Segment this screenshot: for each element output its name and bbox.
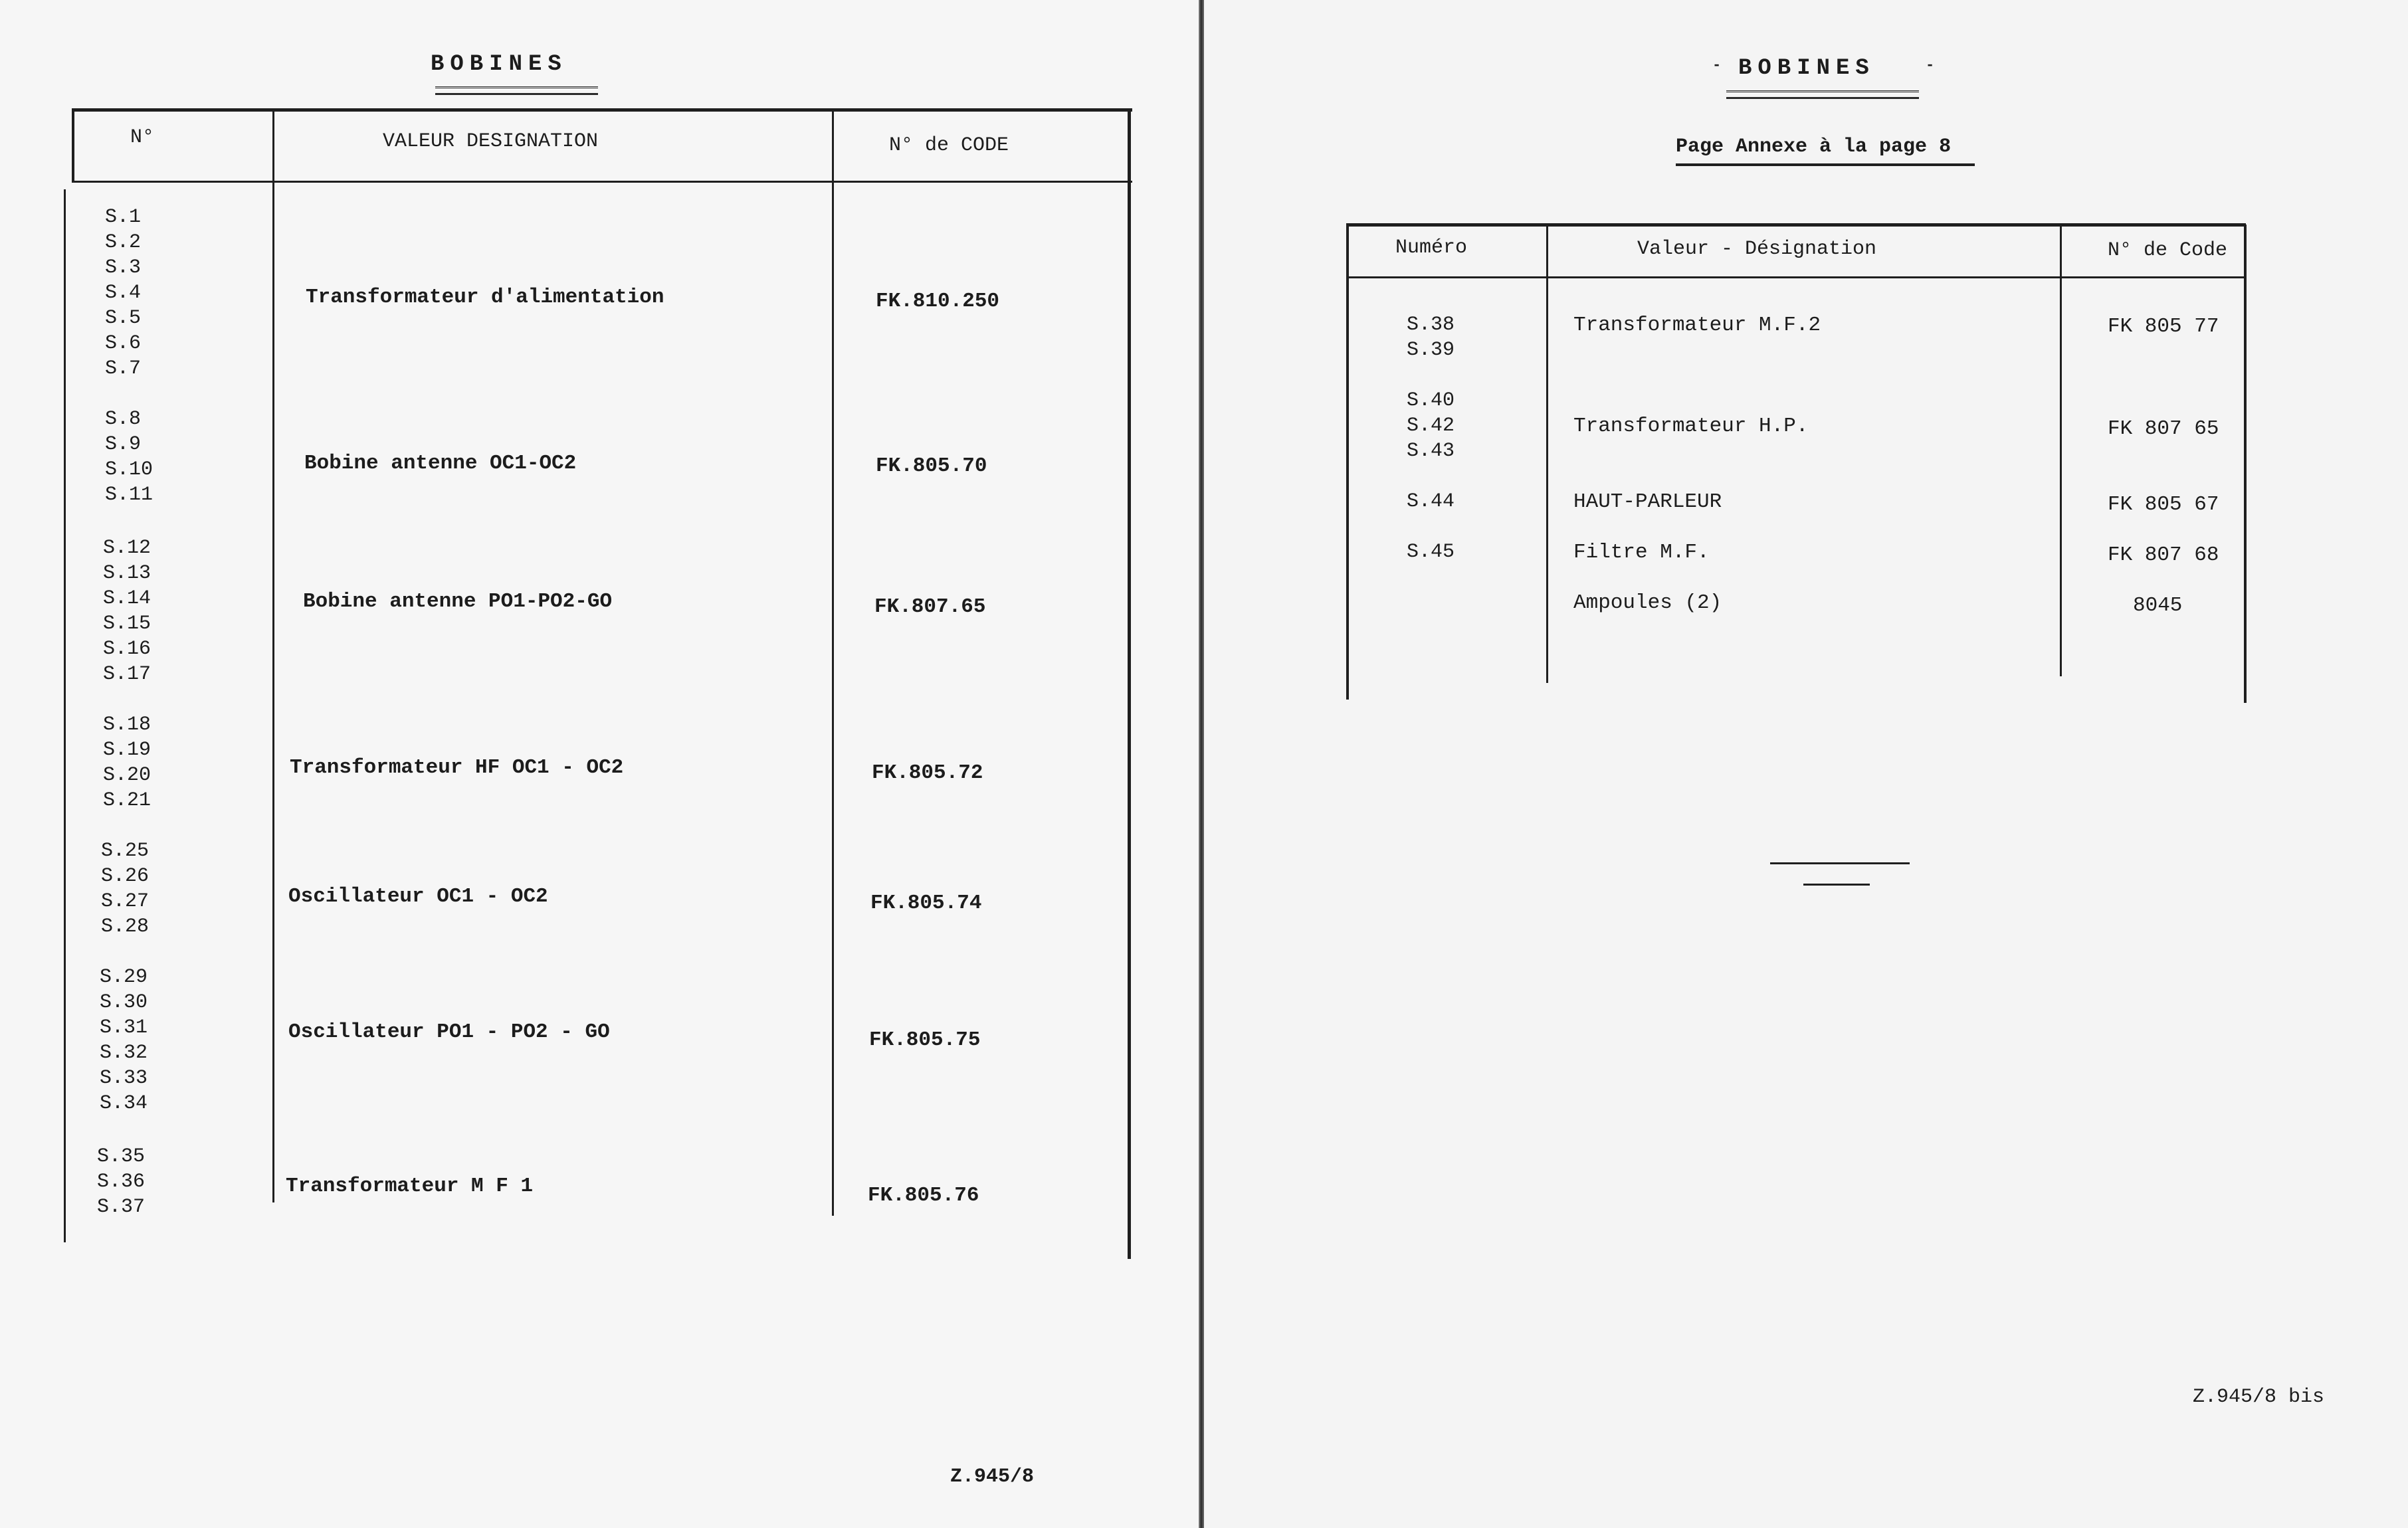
right-header-bottom-border — [1346, 276, 2246, 278]
left-col-divider-2 — [832, 110, 834, 1216]
left-title-underline — [435, 86, 598, 95]
row-number: S.5 — [105, 307, 142, 330]
row-designation: Transformateur HF OC1 - OC2 — [290, 756, 624, 779]
row-number: S.42 — [1407, 415, 1455, 437]
left-footer-reference: Z.945/8 — [950, 1466, 1035, 1488]
row-designation: Transformateur M.F.2 — [1573, 314, 1821, 337]
row-number: S.25 — [101, 840, 150, 862]
table-row — [1407, 489, 1455, 514]
row-code: FK 805 77 — [2108, 315, 2219, 338]
row-designation: Bobine antenne OC1-OC2 — [304, 452, 577, 475]
right-page — [1204, 0, 2408, 1528]
end-rule-long — [1770, 862, 1910, 864]
row-number: S.33 — [100, 1067, 148, 1090]
left-col-divider-1 — [272, 110, 274, 1202]
row-code: FK.807.65 — [874, 595, 986, 619]
row-number: S.26 — [101, 865, 150, 888]
right-header-number: Numéro — [1395, 237, 1468, 259]
row-designation: Bobine antenne PO1-PO2-GO — [303, 590, 613, 613]
row-number: S.11 — [105, 484, 153, 506]
page-fold — [1199, 0, 1204, 1528]
right-title-underline — [1726, 90, 1919, 99]
table-row — [105, 407, 153, 508]
row-designation: Transformateur H.P. — [1573, 415, 1809, 438]
title-dash-right: - — [1926, 57, 1935, 74]
left-table-left-border — [72, 110, 74, 183]
left-table-right-border — [1128, 110, 1131, 1259]
row-number: S.8 — [105, 408, 142, 430]
left-table-top-border — [72, 108, 1132, 112]
row-number: S.36 — [97, 1171, 146, 1193]
row-number: S.6 — [105, 332, 142, 355]
row-number: S.37 — [97, 1196, 146, 1218]
row-number: S.29 — [100, 966, 148, 989]
left-outer-left-edge — [64, 189, 66, 1242]
row-number: S.38 — [1407, 314, 1455, 336]
right-footer-reference: Z.945/8 bis — [2193, 1386, 2325, 1408]
row-number: S.7 — [105, 357, 142, 380]
row-number: S.15 — [103, 613, 151, 635]
row-designation: HAUT-PARLEUR — [1573, 490, 1722, 514]
row-code: FK.810.250 — [876, 290, 1000, 313]
row-number: S.40 — [1407, 389, 1455, 412]
row-designation: Transformateur d'alimentation — [306, 286, 664, 309]
right-table-right-border — [2244, 225, 2247, 703]
row-number: S.43 — [1407, 440, 1455, 462]
row-number: S.39 — [1407, 339, 1455, 361]
row-number: S.31 — [100, 1016, 148, 1039]
row-code: FK.805.70 — [876, 454, 987, 478]
left-header-bottom-border — [72, 181, 1132, 183]
row-number: S.27 — [101, 890, 150, 913]
left-page — [0, 0, 1199, 1528]
row-number: S.21 — [103, 789, 151, 812]
table-row — [105, 205, 141, 381]
table-row — [103, 712, 151, 813]
left-title: BOBINES — [431, 52, 567, 77]
right-title: BOBINES — [1738, 56, 1875, 81]
table-row — [103, 535, 151, 687]
row-code: FK 805 67 — [2108, 493, 2219, 516]
row-code: FK.805.75 — [869, 1028, 981, 1052]
left-header-code: N° de CODE — [889, 134, 1009, 157]
row-designation: Transformateur M F 1 — [286, 1175, 534, 1198]
row-code: 8045 — [2133, 594, 2183, 617]
left-header-number: N° — [130, 126, 155, 149]
table-row — [100, 965, 148, 1116]
row-number: S.3 — [105, 256, 142, 279]
row-number: S.19 — [103, 739, 151, 761]
row-designation: Oscillateur OC1 - OC2 — [288, 885, 548, 908]
row-number: S.34 — [100, 1092, 148, 1115]
row-number: S.44 — [1407, 490, 1455, 513]
row-number: S.17 — [103, 663, 151, 686]
right-header-designation: Valeur - Désignation — [1637, 238, 1877, 260]
table-row — [1407, 539, 1455, 565]
row-number: S.10 — [105, 458, 153, 481]
right-subtitle: Page Annexe à la page 8 — [1676, 136, 1952, 158]
row-number: S.20 — [103, 764, 151, 787]
row-number: S.45 — [1407, 541, 1455, 563]
row-number: S.32 — [100, 1042, 148, 1064]
end-rule-short — [1803, 884, 1870, 886]
left-header-designation: VALEUR DESIGNATION — [383, 130, 599, 153]
row-code: FK.805.76 — [868, 1184, 979, 1207]
table-row — [1407, 312, 1455, 363]
row-number: S.16 — [103, 638, 151, 660]
table-row — [1407, 388, 1455, 464]
row-number: S.2 — [105, 231, 142, 254]
row-code: FK.805.74 — [870, 892, 982, 915]
row-designation: Filtre M.F. — [1573, 541, 1710, 564]
row-number: S.30 — [100, 991, 148, 1014]
title-dash-left: - — [1712, 57, 1722, 74]
subtitle-underline — [1676, 163, 1975, 166]
table-row — [101, 838, 149, 939]
row-number: S.14 — [103, 587, 151, 610]
row-designation: Oscillateur PO1 - PO2 - GO — [288, 1020, 610, 1044]
row-number: S.1 — [105, 206, 142, 229]
row-number: S.4 — [105, 282, 142, 304]
row-code: FK 807 65 — [2108, 417, 2219, 440]
row-number: S.28 — [101, 915, 150, 938]
row-number: S.18 — [103, 714, 151, 736]
right-header-code: N° de Code — [2108, 239, 2228, 262]
row-number: S.35 — [97, 1145, 146, 1168]
right-table-left-border — [1346, 225, 1349, 700]
row-number: S.13 — [103, 562, 151, 585]
row-designation: Ampoules (2) — [1573, 591, 1722, 615]
right-col-divider-1 — [1546, 225, 1548, 683]
table-row — [97, 1144, 145, 1220]
row-code: FK 807 68 — [2108, 543, 2219, 567]
row-number: S.12 — [103, 537, 151, 559]
right-col-divider-2 — [2060, 225, 2062, 676]
row-code: FK.805.72 — [872, 761, 983, 785]
right-table-top-border — [1346, 223, 2246, 227]
row-number: S.9 — [105, 433, 142, 456]
